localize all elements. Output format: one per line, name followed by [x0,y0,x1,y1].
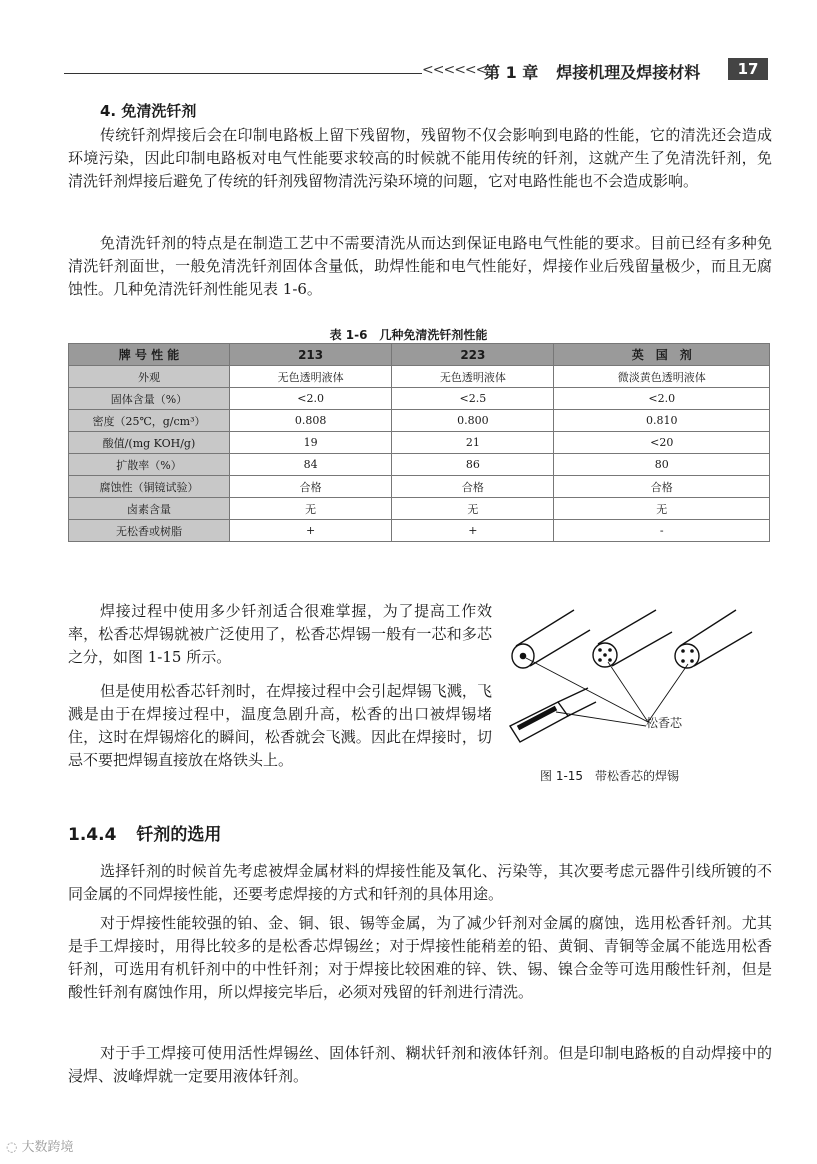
row-label: 固体含量（%） [69,388,230,410]
section-number: 1.4.4 [68,825,117,845]
table-cell: 0.800 [392,410,554,432]
header-title [484,60,718,83]
row-label: 外观 [69,366,230,388]
table-header-row [69,344,770,366]
row-label: 酸值/(mg KOH/g) [69,432,230,454]
header-cell: 213 [230,344,392,366]
section-heading-1-4-4 [68,820,241,845]
paragraph: 焊接过程中使用多少钎剂适合很难掌握，为了提高工作效率，松香芯焊锡就被广泛使用了，松香芯焊锡一般有一芯和多芯之分，如图 1-15 所示。 [68,602,492,666]
table-row [69,476,770,498]
properties-table [68,343,770,542]
table-cell: 合格 [392,476,554,498]
table-cell: 84 [230,454,392,476]
row-label: 密度（25℃，g/cm³） [69,410,230,432]
table-cell: 无色透明液体 [230,366,392,388]
table-cell: 21 [392,432,554,454]
chapter-label: 第 1 章 [484,63,539,82]
section-title: 钎剂的选用 [136,825,222,845]
paragraph: 对于焊接性能较强的铂、金、铜、银、锡等金属，为了减少钎剂对金属的腐蚀，选用松香钎剂。尤其是手工焊接时，用得比较多的是松香芯焊锡丝；对于焊接性能稍差的铅、黄铜、青铜等金属不能选用松香钎剂，可选用有机钎剂中的中性钎剂；对于焊接比较困难的锌、铁、锡、镍合金等可选用酸性钎剂，但是酸性钎剂有腐蚀作用，所以焊接完毕后，必须对残留的钎剂进行清洗。 [68,914,772,1001]
row-label: 腐蚀性（铜镜试验） [69,476,230,498]
table-cell: <2.5 [392,388,554,410]
table-cell: 19 [230,432,392,454]
solder-wire-four-core [675,644,699,668]
row-label: 扩散率（%） [69,454,230,476]
figure-caption: 图 1-15 带松香芯的焊锡 [540,769,680,783]
table-row [69,432,770,454]
paragraph: 传统钎剂焊接后会在印制电路板上留下残留物，残留物不仅会影响到电路的性能，它的清洗还会造成环境污染，因此印制电路板对电气性能要求较高的时候就不能用传统的钎剂，这就产生了免清洗钎剂，免清洗钎剂焊接后避免了传统的钎剂残留物清洗污染环境的问题，它对电路性能也不会造成影响。 [68,126,772,190]
paragraph: 但是使用松香芯钎剂时，在焊接过程中会引起焊锡飞溅，飞溅是由于在焊接过程中，温度急剧升高，松香的出口被焊锡堵住，这时在焊锡熔化的瞬间，松香就会飞溅。因此在焊接时，切忌不要把焊锡直接放在烙铁头上。 [68,682,492,769]
table-cell: 86 [392,454,554,476]
header-rule [64,73,422,74]
table-row [69,454,770,476]
table-cell: 0.808 [230,410,392,432]
page-number: 17 [728,58,768,80]
paragraph: 免清洗钎剂的特点是在制造工艺中不需要清洗从而达到保证电路电气性能的要求。目前已经有多种免清洗钎剂面世，一般免清洗钎剂固体含量低，助焊性能和电气性能好，焊接作业后残留量极少，而且无腐蚀性。几种免清洗钎剂性能见表 1-6。 [68,234,772,298]
header-cell: 英 国 剂 [554,344,770,366]
table-cell: - [554,520,770,542]
table-cell: 合格 [230,476,392,498]
rosin-core-solder-illustration [496,604,772,764]
table-cell: <2.0 [230,388,392,410]
table-cell: <2.0 [554,388,770,410]
table-row [69,366,770,388]
page-header [0,58,817,90]
watermark [6,1136,74,1155]
table-cell: <20 [554,432,770,454]
table-cell: 合格 [554,476,770,498]
table-cell: 无 [554,498,770,520]
table-cell: 无 [230,498,392,520]
table-row [69,410,770,432]
table-cell: + [230,520,392,542]
table-caption: 表 1-6 几种免清洗钎剂性能 [329,328,488,342]
chapter-title: 焊接机理及焊接材料 [556,63,701,82]
table-row [69,520,770,542]
header-arrows: <<<<<< [422,62,487,78]
table-row [69,388,770,410]
table-cell: 微淡黄色透明液体 [554,366,770,388]
watermark-text: 大数跨境 [21,1140,74,1155]
paragraph: 对于手工焊接可使用活性焊锡丝、固体钎剂、糊状钎剂和液体钎剂。但是印制电路板的自动焊接中的浸焊、波峰焊就一定要用液体钎剂。 [68,1044,772,1085]
row-label: 卤素含量 [69,498,230,520]
section-heading-4: 4. 免清洗钎剂 [100,102,197,120]
table-cell: 0.810 [554,410,770,432]
rosin-core-label: 松香芯 [646,716,683,730]
table-cell: 无 [392,498,554,520]
header-cell: 牌 号 性 能 [69,344,230,366]
row-label: 无松香或树脂 [69,520,230,542]
table-cell: 无色透明液体 [392,366,554,388]
watermark-logo-icon: ◌ [6,1140,18,1155]
paragraph: 选择钎剂的时候首先考虑被焊金属材料的焊接性能及氧化、污染等，其次要考虑元器件引线所镀的不同金属的不同焊接性能，还要考虑焊接的方式和钎剂的具体用途。 [68,862,772,903]
table-cell: 80 [554,454,770,476]
table-row [69,498,770,520]
header-cell: 223 [392,344,554,366]
table-cell: + [392,520,554,542]
